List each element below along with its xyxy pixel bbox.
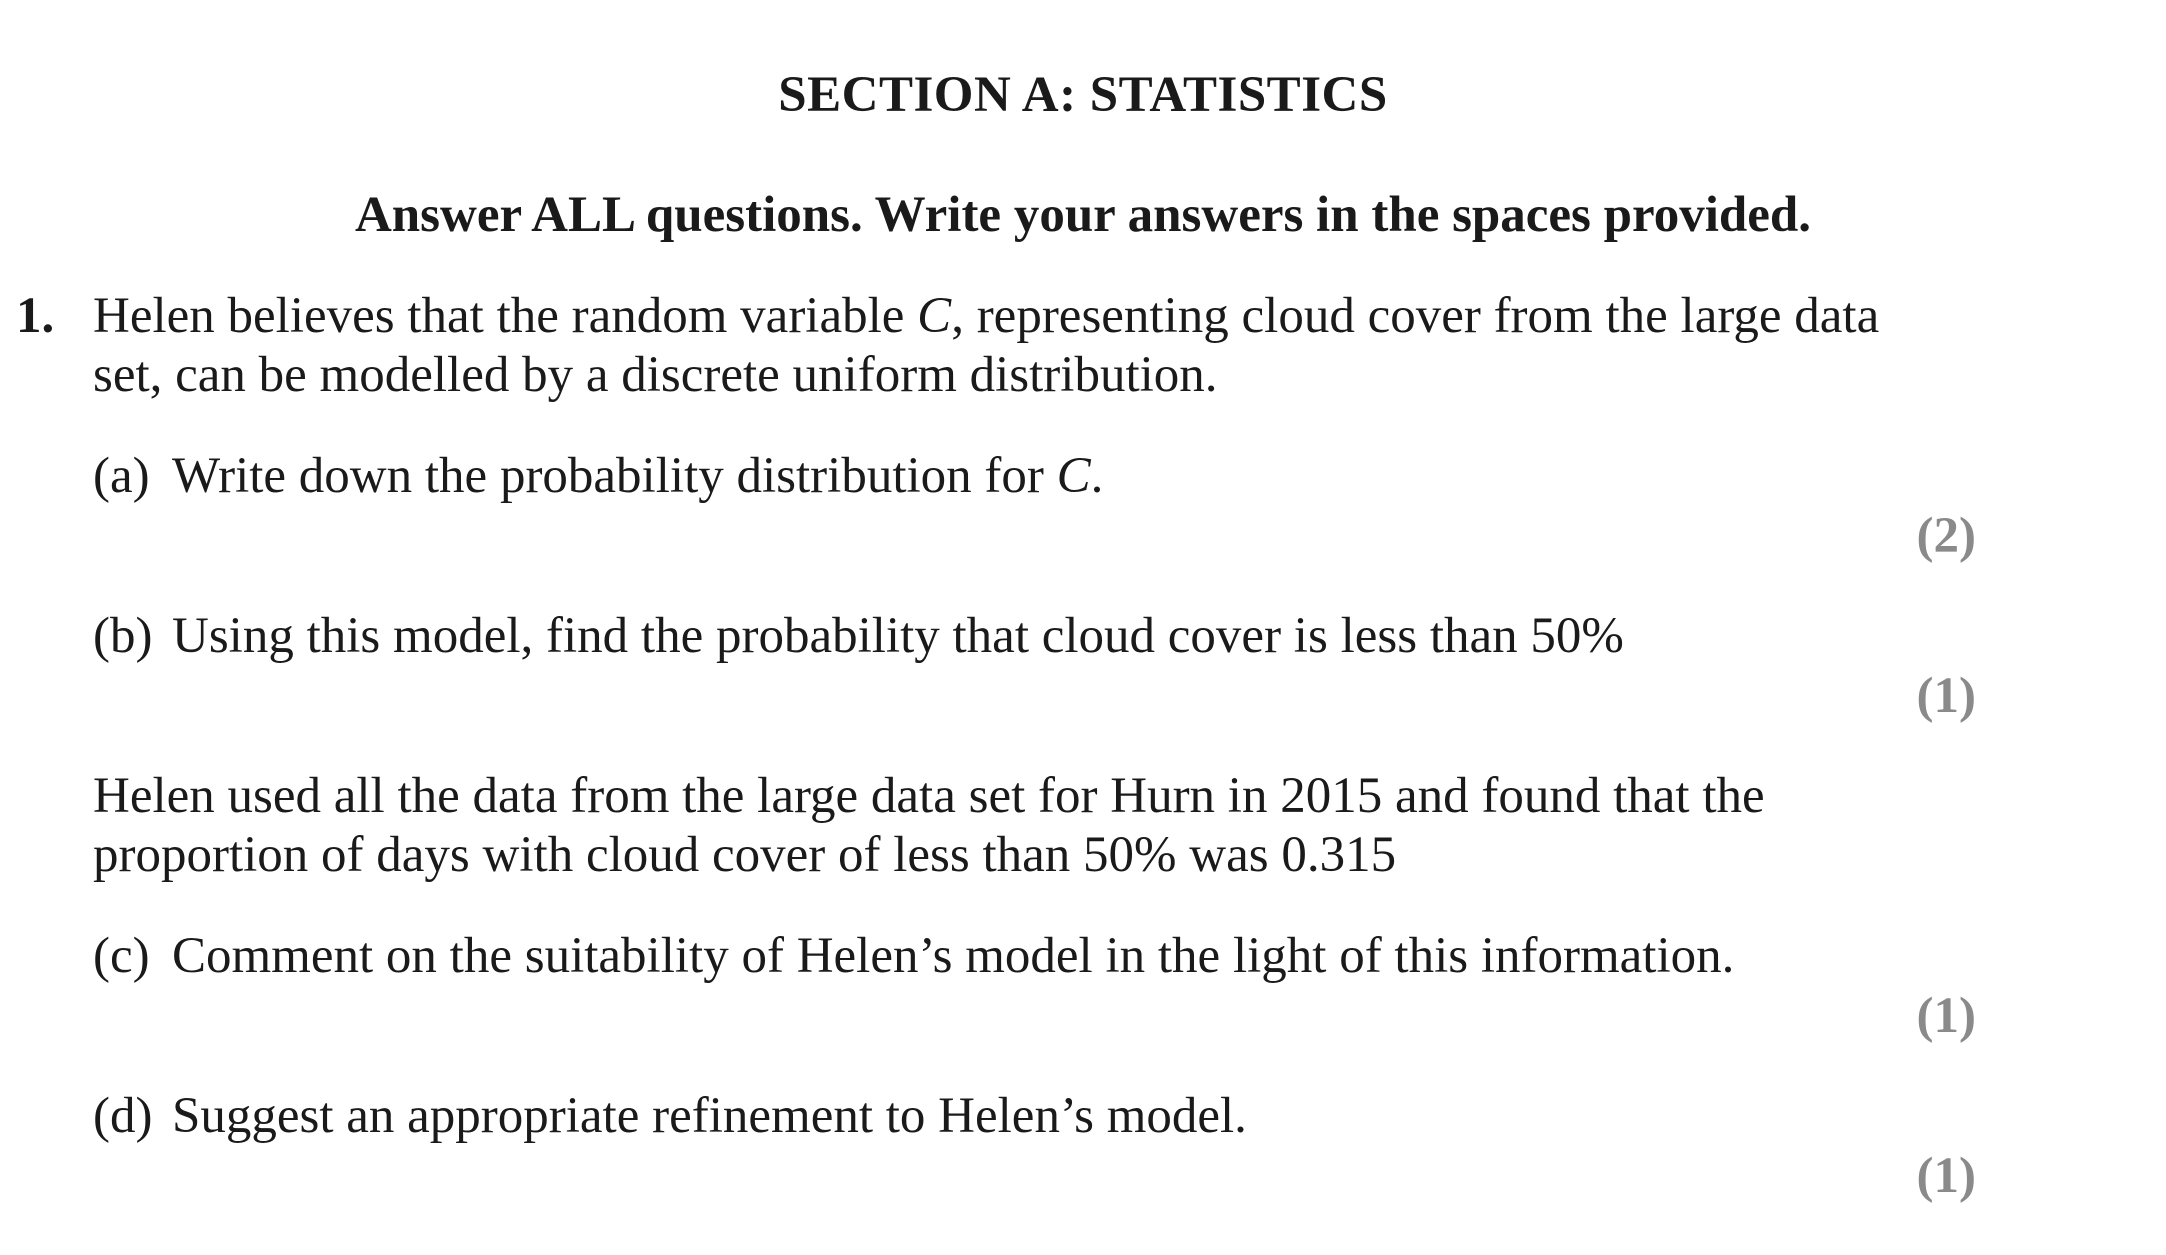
question-intro-line-2: set, can be modelled by a discrete uniform distribution. [93, 347, 1218, 403]
info-line-2: proportion of days with cloud cover of less than 50% was 0.315 [93, 827, 1397, 883]
part-b-text: Using this model, find the probability that cloud cover is less than 50% [172, 608, 1624, 664]
part-a-label: (a) [93, 448, 150, 504]
question-number: 1. [16, 288, 55, 344]
info-line-1: Helen used all the data from the large data set for Hurn in 2015 and found that the [93, 768, 1765, 824]
instructions: Answer ALL questions. Write your answers in the spaces provided. [354, 187, 1812, 243]
part-d-label: (d) [93, 1088, 153, 1144]
intro-variable: C [917, 288, 952, 344]
part-b-label: (b) [93, 608, 153, 664]
intro-text-a: Helen believes that the random variable [93, 288, 918, 344]
part-a-text-a: Write down the probability distribution for [172, 448, 1057, 504]
section-title: SECTION A: STATISTICS [778, 67, 1388, 123]
part-d-marks: (1) [1916, 1148, 1976, 1204]
part-b-marks: (1) [1916, 668, 1976, 724]
part-d-text: Suggest an appropriate refinement to Helen’s model. [172, 1088, 1247, 1144]
part-c-text: Comment on the suitability of Helen’s model in the light of this information. [172, 928, 1735, 984]
part-c-marks: (1) [1916, 988, 1976, 1044]
question-intro-line-1 [93, 287, 1879, 345]
intro-text-b: , representing cloud cover from the large data [951, 288, 1880, 344]
part-a-marks: (2) [1916, 508, 1976, 564]
part-a-variable: C [1056, 448, 1091, 504]
part-a-text [172, 447, 1103, 505]
part-a-text-b: . [1090, 448, 1104, 504]
part-c-label: (c) [93, 928, 150, 984]
